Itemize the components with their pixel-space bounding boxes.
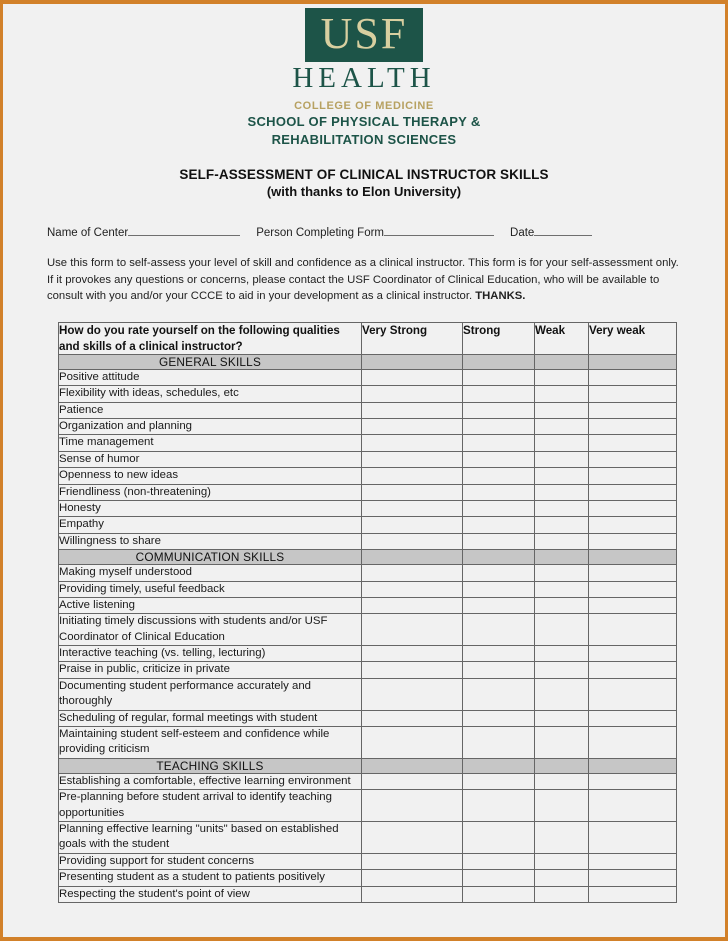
skill-item-label: Patience <box>59 402 362 418</box>
rating-cell-strong[interactable] <box>463 790 535 822</box>
rating-cell-strong[interactable] <box>463 870 535 886</box>
table-row <box>59 386 677 402</box>
table-row <box>59 773 677 789</box>
rating-cell-very-strong[interactable] <box>362 646 463 662</box>
table-row <box>59 678 677 710</box>
rating-cell-very-strong[interactable] <box>362 727 463 759</box>
rating-cell-weak[interactable] <box>535 727 589 759</box>
rating-cell-very-strong[interactable] <box>362 597 463 613</box>
assessment-table <box>58 322 677 903</box>
name-of-center-field[interactable] <box>128 224 240 236</box>
skill-item-label: Empathy <box>59 517 362 533</box>
table-row <box>59 581 677 597</box>
rating-cell-weak[interactable] <box>535 662 589 678</box>
skill-item-label: Planning effective learning "units" based on established goals with the student <box>59 822 362 854</box>
section-header-spacer-cell <box>535 758 589 773</box>
table-row <box>59 597 677 613</box>
rating-cell-strong[interactable] <box>463 773 535 789</box>
section-header-spacer-cell <box>362 758 463 773</box>
rating-cell-very-strong[interactable] <box>362 419 463 435</box>
rating-cell-weak[interactable] <box>535 614 589 646</box>
usf-health-logo <box>3 4 725 148</box>
rating-cell-weak[interactable] <box>535 790 589 822</box>
column-header-very-weak: Very weak <box>589 323 677 355</box>
rating-cell-strong[interactable] <box>463 500 535 516</box>
section-title: GENERAL SKILLS <box>59 354 362 369</box>
rating-cell-weak[interactable] <box>535 451 589 467</box>
rating-cell-very-strong[interactable] <box>362 790 463 822</box>
column-header-weak: Weak <box>535 323 589 355</box>
school-name-line1: SCHOOL OF PHYSICAL THERAPY & <box>247 113 481 129</box>
table-row <box>59 500 677 516</box>
skill-item-label: Providing timely, useful feedback <box>59 581 362 597</box>
rating-cell-very-strong[interactable] <box>362 565 463 581</box>
rating-cell-strong[interactable] <box>463 822 535 854</box>
skill-item-label: Interactive teaching (vs. telling, lecturing) <box>59 646 362 662</box>
section-header-spacer-cell <box>589 550 677 565</box>
section-header-spacer-cell <box>589 354 677 369</box>
table-row <box>59 533 677 549</box>
skill-item-label: Documenting student performance accurately and thoroughly <box>59 678 362 710</box>
section-header-spacer-cell <box>362 550 463 565</box>
rating-cell-very-strong[interactable] <box>362 886 463 902</box>
rating-cell-very-strong[interactable] <box>362 853 463 869</box>
rating-cell-strong[interactable] <box>463 727 535 759</box>
section-title: TEACHING SKILLS <box>59 758 362 773</box>
rating-cell-weak[interactable] <box>535 402 589 418</box>
rating-cell-strong[interactable] <box>463 435 535 451</box>
rating-cell-very-weak[interactable] <box>589 662 677 678</box>
rating-cell-very-strong[interactable] <box>362 710 463 726</box>
rating-cell-strong[interactable] <box>463 402 535 418</box>
table-row <box>59 886 677 902</box>
rating-cell-very-weak[interactable] <box>589 468 677 484</box>
rating-cell-very-weak[interactable] <box>589 790 677 822</box>
skill-item-label: Initiating timely discussions with students and/or USF Coordinator of Clinical Education <box>59 614 362 646</box>
column-header-very-strong: Very Strong <box>362 323 463 355</box>
skill-item-label: Openness to new ideas <box>59 468 362 484</box>
rating-cell-strong[interactable] <box>463 710 535 726</box>
skill-item-label: Honesty <box>59 500 362 516</box>
rating-cell-very-strong[interactable] <box>362 581 463 597</box>
rating-cell-very-weak[interactable] <box>589 451 677 467</box>
rating-cell-weak[interactable] <box>535 533 589 549</box>
rating-cell-weak[interactable] <box>535 468 589 484</box>
table-row <box>59 565 677 581</box>
instructions-thanks: THANKS. <box>475 289 526 302</box>
table-row <box>59 517 677 533</box>
college-of-medicine-label: COLLEGE OF MEDICINE <box>294 99 434 112</box>
person-completing-label: Person Completing Form <box>256 227 385 240</box>
rating-cell-very-weak[interactable] <box>589 500 677 516</box>
section-header-spacer-cell <box>463 550 535 565</box>
rating-cell-weak[interactable] <box>535 646 589 662</box>
section-header-row <box>59 758 677 773</box>
rating-cell-weak[interactable] <box>535 710 589 726</box>
skill-item-label: Sense of humor <box>59 451 362 467</box>
rating-cell-very-strong[interactable] <box>362 369 463 385</box>
rating-cell-strong[interactable] <box>463 419 535 435</box>
instructions-text: Use this form to self-assess your level of skill and confidence as a clinical instructor. This form is for your self-assessment only. If it provokes any questions or concerns, please contact the USF Coordinator of Clinical Education, who will be available to consult with you and/or your CCCE to aid in your development as a clinical instructor. <box>47 257 679 302</box>
column-header-strong: Strong <box>463 323 535 355</box>
rating-cell-weak[interactable] <box>535 853 589 869</box>
table-row <box>59 870 677 886</box>
rating-cell-very-weak[interactable] <box>589 369 677 385</box>
rating-cell-very-weak[interactable] <box>589 710 677 726</box>
rating-cell-very-weak[interactable] <box>589 565 677 581</box>
skill-item-label: Maintaining student self-esteem and confidence while providing criticism <box>59 727 362 759</box>
table-row <box>59 710 677 726</box>
rating-cell-very-weak[interactable] <box>589 533 677 549</box>
rating-cell-very-strong[interactable] <box>362 614 463 646</box>
usf-logo-mark <box>305 8 424 62</box>
instructions-paragraph <box>47 255 681 304</box>
rating-cell-very-weak[interactable] <box>589 727 677 759</box>
identity-line <box>47 224 725 239</box>
section-header-row <box>59 550 677 565</box>
rating-cell-strong[interactable] <box>463 484 535 500</box>
rating-cell-strong[interactable] <box>463 646 535 662</box>
rating-cell-very-strong[interactable] <box>362 402 463 418</box>
rating-cell-weak[interactable] <box>535 419 589 435</box>
rating-cell-strong[interactable] <box>463 853 535 869</box>
rating-cell-very-weak[interactable] <box>589 419 677 435</box>
usf-logo-text: USF <box>320 9 408 58</box>
skill-item-label: Friendliness (non-threatening) <box>59 484 362 500</box>
skill-item-label: Organization and planning <box>59 419 362 435</box>
rating-cell-strong[interactable] <box>463 451 535 467</box>
rating-cell-very-weak[interactable] <box>589 870 677 886</box>
rating-cell-very-strong[interactable] <box>362 822 463 854</box>
rating-cell-very-weak[interactable] <box>589 435 677 451</box>
rating-cell-very-weak[interactable] <box>589 822 677 854</box>
rating-cell-strong[interactable] <box>463 678 535 710</box>
rating-cell-strong[interactable] <box>463 565 535 581</box>
school-name-line2: REHABILITATION SCIENCES <box>271 131 457 147</box>
rating-cell-very-strong[interactable] <box>362 870 463 886</box>
table-row <box>59 822 677 854</box>
table-row <box>59 369 677 385</box>
skill-item-label: Pre-planning before student arrival to identify teaching opportunities <box>59 790 362 822</box>
rating-cell-very-strong[interactable] <box>362 451 463 467</box>
rating-cell-very-strong[interactable] <box>362 484 463 500</box>
rating-cell-very-weak[interactable] <box>589 646 677 662</box>
rating-cell-strong[interactable] <box>463 614 535 646</box>
table-prompt-header: How do you rate yourself on the following qualities and skills of a clinical instructor? <box>59 323 362 355</box>
skill-item-label: Providing support for student concerns <box>59 853 362 869</box>
rating-cell-very-strong[interactable] <box>362 468 463 484</box>
table-row <box>59 435 677 451</box>
rating-cell-strong[interactable] <box>463 369 535 385</box>
rating-cell-weak[interactable] <box>535 565 589 581</box>
skill-item-label: Respecting the student's point of view <box>59 886 362 902</box>
rating-cell-very-weak[interactable] <box>589 581 677 597</box>
rating-cell-very-strong[interactable] <box>362 678 463 710</box>
rating-cell-strong[interactable] <box>463 662 535 678</box>
skill-item-label: Making myself understood <box>59 565 362 581</box>
name-of-center-label: Name of Center <box>47 227 129 240</box>
skill-item-label: Praise in public, criticize in private <box>59 662 362 678</box>
rating-cell-very-weak[interactable] <box>589 597 677 613</box>
date-field[interactable] <box>534 224 592 236</box>
rating-cell-strong[interactable] <box>463 517 535 533</box>
skill-item-label: Time management <box>59 435 362 451</box>
rating-cell-weak[interactable] <box>535 517 589 533</box>
table-row <box>59 662 677 678</box>
table-row <box>59 402 677 418</box>
rating-cell-very-strong[interactable] <box>362 517 463 533</box>
page-subtitle: (with thanks to Elon University) <box>266 184 462 200</box>
rating-cell-weak[interactable] <box>535 773 589 789</box>
person-completing-field[interactable] <box>384 224 494 236</box>
rating-cell-very-strong[interactable] <box>362 435 463 451</box>
date-label: Date <box>510 227 535 240</box>
rating-cell-weak[interactable] <box>535 678 589 710</box>
rating-cell-weak[interactable] <box>535 500 589 516</box>
rating-cell-weak[interactable] <box>535 581 589 597</box>
table-row <box>59 727 677 759</box>
table-row <box>59 451 677 467</box>
section-header-spacer-cell <box>535 354 589 369</box>
rating-cell-very-strong[interactable] <box>362 500 463 516</box>
table-row <box>59 614 677 646</box>
rating-cell-strong[interactable] <box>463 533 535 549</box>
rating-cell-very-weak[interactable] <box>589 886 677 902</box>
section-title: COMMUNICATION SKILLS <box>59 550 362 565</box>
rating-cell-very-weak[interactable] <box>589 402 677 418</box>
rating-cell-very-weak[interactable] <box>589 678 677 710</box>
page-title: SELF-ASSESSMENT OF CLINICAL INSTRUCTOR SKILLS <box>179 167 549 183</box>
table-row <box>59 790 677 822</box>
rating-cell-weak[interactable] <box>535 484 589 500</box>
table-row <box>59 484 677 500</box>
skill-item-label: Active listening <box>59 597 362 613</box>
rating-cell-very-strong[interactable] <box>362 662 463 678</box>
rating-cell-strong[interactable] <box>463 597 535 613</box>
table-row <box>59 853 677 869</box>
table-row <box>59 419 677 435</box>
table-row <box>59 468 677 484</box>
skill-item-label: Scheduling of regular, formal meetings with student <box>59 710 362 726</box>
rating-cell-very-strong[interactable] <box>362 773 463 789</box>
rating-cell-weak[interactable] <box>535 870 589 886</box>
skill-item-label: Positive attitude <box>59 369 362 385</box>
rating-cell-weak[interactable] <box>535 597 589 613</box>
rating-cell-weak[interactable] <box>535 386 589 402</box>
rating-cell-weak[interactable] <box>535 369 589 385</box>
rating-cell-very-strong[interactable] <box>362 533 463 549</box>
section-header-spacer-cell <box>463 354 535 369</box>
health-wordmark: HEALTH <box>292 62 436 95</box>
rating-cell-very-strong[interactable] <box>362 386 463 402</box>
rating-cell-weak[interactable] <box>535 435 589 451</box>
rating-cell-very-weak[interactable] <box>589 517 677 533</box>
table-head <box>59 323 677 355</box>
section-header-spacer-cell <box>589 758 677 773</box>
rating-cell-very-weak[interactable] <box>589 386 677 402</box>
skill-item-label: Willingness to share <box>59 533 362 549</box>
table-row <box>59 646 677 662</box>
rating-cell-strong[interactable] <box>463 581 535 597</box>
rating-cell-weak[interactable] <box>535 886 589 902</box>
rating-cell-very-weak[interactable] <box>589 853 677 869</box>
skill-item-label: Flexibility with ideas, schedules, etc <box>59 386 362 402</box>
rating-cell-very-weak[interactable] <box>589 484 677 500</box>
rating-cell-strong[interactable] <box>463 386 535 402</box>
skill-item-label: Presenting student as a student to patients positively <box>59 870 362 886</box>
section-header-spacer-cell <box>535 550 589 565</box>
table-body <box>59 354 677 902</box>
rating-cell-weak[interactable] <box>535 822 589 854</box>
rating-cell-strong[interactable] <box>463 468 535 484</box>
section-header-spacer-cell <box>463 758 535 773</box>
rating-cell-very-weak[interactable] <box>589 614 677 646</box>
rating-cell-strong[interactable] <box>463 886 535 902</box>
table-header-row <box>59 323 677 355</box>
section-header-spacer-cell <box>362 354 463 369</box>
rating-cell-very-weak[interactable] <box>589 773 677 789</box>
assessment-table-wrapper <box>58 322 676 903</box>
skill-item-label: Establishing a comfortable, effective learning environment <box>59 773 362 789</box>
section-header-row <box>59 354 677 369</box>
